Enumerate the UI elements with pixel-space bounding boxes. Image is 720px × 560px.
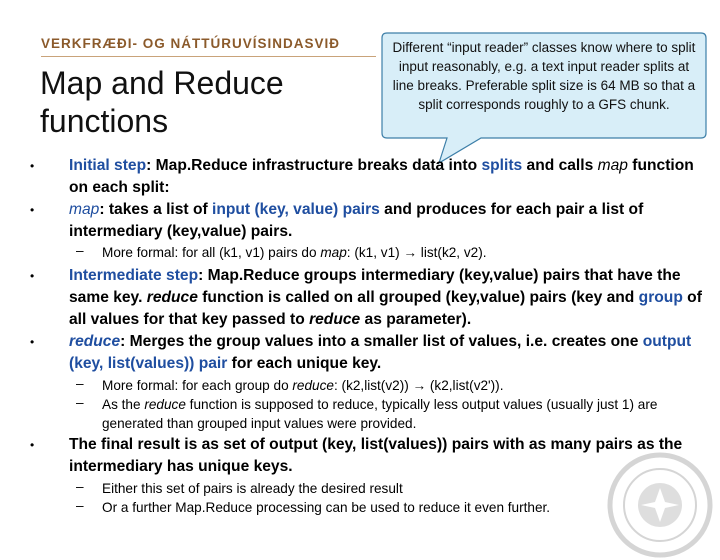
term-input-pairs: input (key, value) pairs xyxy=(212,201,380,218)
term-reduce: reduce xyxy=(292,378,334,393)
text-run: : (k1, v1) → list(k2, v2). xyxy=(346,245,487,260)
text-run: : Map.Reduce infrastructure breaks data into xyxy=(146,157,482,174)
bullet-3-text xyxy=(69,265,704,331)
university-seal-logo xyxy=(605,450,715,560)
bullet-2: • xyxy=(30,203,35,217)
term-reduce: reduce xyxy=(309,311,361,328)
bullet-1: • xyxy=(30,159,35,173)
term-initial-step: Initial step xyxy=(69,157,147,174)
header-rule xyxy=(41,56,376,57)
text-run: for each unique key. xyxy=(227,355,382,372)
sub-5-text: Or a further Map.Reduce processing can be used to reduce it even further. xyxy=(102,500,551,515)
slide-title: Map and Reduce functions xyxy=(40,65,284,139)
dash-1: – xyxy=(76,243,84,258)
term-map: map xyxy=(69,201,100,218)
sub-3-text xyxy=(102,395,702,433)
term-output-pair: output (key, list(values)) pair xyxy=(69,333,692,372)
sub-1-text xyxy=(102,243,702,262)
term-splits: splits xyxy=(481,157,523,174)
term-group: group xyxy=(638,289,683,306)
text-run: of all values for that key passed to xyxy=(69,289,702,328)
term-map: map xyxy=(320,245,347,260)
text-run: : Map.Reduce groups intermediary (key,value) pairs that have the same key. xyxy=(69,267,681,306)
term-reduce: reduce xyxy=(144,397,186,412)
term-map: map xyxy=(597,157,628,174)
dash-3: – xyxy=(76,395,84,410)
dash-2: – xyxy=(76,376,84,391)
bullet-2-text xyxy=(69,199,704,243)
text-run: and produces for each pair a list of intermediary (key,value) pairs xyxy=(69,201,644,240)
term-intermediate-step: Intermediate step xyxy=(69,267,199,284)
sub-4-text: Either this set of pairs is already the desired result xyxy=(102,481,403,496)
text-run: The final result is as set of output (key, list(values)) pairs with as many pairs as the intermediary has unique keys. xyxy=(69,436,683,475)
bullet-4: • xyxy=(30,335,35,349)
bullet-3: • xyxy=(30,269,35,283)
bullet-4-text xyxy=(69,331,704,375)
text-run: More formal: for each group do xyxy=(102,378,293,393)
bullet-1-text xyxy=(69,155,704,199)
term-reduce: reduce xyxy=(69,333,121,350)
text-run: and calls xyxy=(522,157,598,174)
text-run: as parameter). xyxy=(360,311,472,328)
sub-2-text xyxy=(102,376,702,395)
callout-text: Different “input reader” classes know where to split input reasonably, e.g. a text input reader splits at line breaks. Preferable split size is 64 MB so that a split corresponds roughly to a GFS chunk. xyxy=(392,40,696,112)
dash-5: – xyxy=(76,498,84,513)
university-header: VERKFRÆÐI- OG NÁTTÚRUVÍSINDASVIÐ xyxy=(41,36,341,51)
text-run: More formal: for all (k1, v1) pairs do xyxy=(102,245,321,260)
text-run: function is called on all grouped (key,value) pairs (key and xyxy=(197,289,639,306)
text-run: function is supposed to reduce, typically less output values (usually just 1) are generated than grouped input values were provided. xyxy=(102,397,658,431)
text-run: function on each split: xyxy=(69,157,694,196)
text-run: : (k2,list(v2)) → (k2,list(v2')). xyxy=(333,378,504,393)
text-run: As the xyxy=(102,397,145,412)
dash-4: – xyxy=(76,479,84,494)
term-reduce: reduce xyxy=(146,289,198,306)
text-run: : Merges the group values into a smaller list of values, i.e. creates one xyxy=(120,333,643,350)
text-run: . xyxy=(288,223,293,240)
callout-box xyxy=(381,32,707,140)
bullet-5: • xyxy=(30,438,35,452)
text-run: : takes a list of xyxy=(99,201,213,218)
